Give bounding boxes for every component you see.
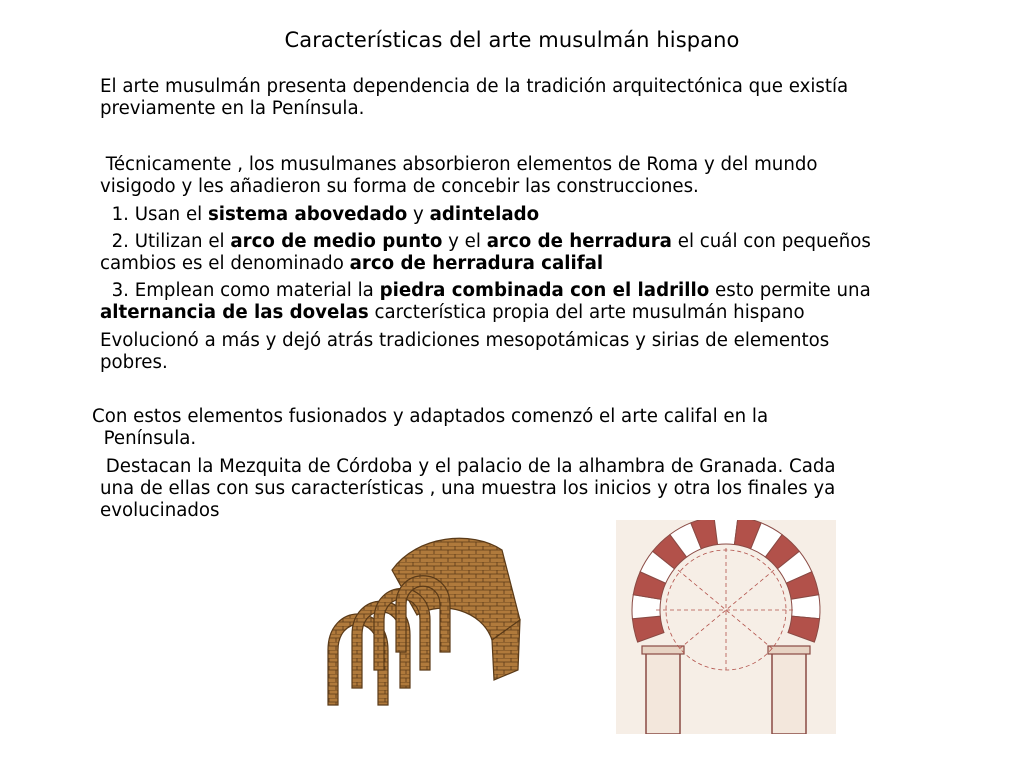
highlight-term: adintelado	[429, 204, 540, 225]
paragraph-line: Península.	[103, 428, 197, 449]
paragraph-line: Técnicamente , los musulmanes absorbieron elementos de Roma y del mundo	[105, 154, 818, 175]
text-run: esto permite una	[709, 280, 871, 301]
paragraph-monuments	[100, 456, 980, 522]
text-run: y el	[442, 231, 487, 252]
barrel-vault-illustration	[322, 530, 532, 710]
text-run: el cuál con pequeños	[671, 231, 871, 252]
slide-title: Características del arte musulmán hispano	[284, 28, 740, 52]
highlight-term: arco de herradura	[486, 231, 672, 252]
highlight-term: arco de herradura califal	[349, 253, 604, 274]
highlight-term: arco de medio punto	[230, 231, 443, 252]
text-run: y	[407, 204, 430, 225]
paragraph-techniques	[100, 154, 980, 198]
list-item-1	[100, 204, 980, 226]
text-run: 3. Emplean como material la	[111, 280, 380, 301]
paragraph-line: El arte musulmán presenta dependencia de la tradición arquitectónica que existía	[100, 76, 849, 97]
text-run: cambios es el denominado	[100, 253, 350, 274]
list-item-3	[100, 280, 980, 324]
paragraph-line: evolucinados	[100, 500, 220, 521]
paragraph-line: visigodo y les añadieron su forma de concebir las construcciones.	[100, 176, 699, 197]
paragraph-califal	[92, 406, 972, 450]
highlight-term: piedra combinada con el ladrillo	[379, 280, 710, 301]
paragraph-line: pobres.	[100, 352, 168, 373]
paragraph-line: Destacan la Mezquita de Córdoba y el palacio de la alhambra de Granada. Cada	[105, 456, 836, 477]
paragraph-line: Evolucionó a más y dejó atrás tradiciones mesopotámicas y sirias de elementos	[100, 330, 830, 351]
paragraph-evolution	[100, 330, 980, 374]
text-run: 1. Usan el	[111, 204, 208, 225]
list-item-2	[100, 231, 980, 275]
highlight-term: alternancia de las dovelas	[100, 302, 369, 323]
highlight-term: sistema abovedado	[207, 204, 408, 225]
paragraph-dependence	[100, 76, 980, 120]
horseshoe-arch-illustration	[616, 520, 836, 734]
paragraph-line: previamente en la Península.	[100, 98, 365, 119]
paragraph-line: una de ellas con sus características , una muestra los inicios y otra los finales ya	[100, 478, 836, 499]
paragraph-line: Con estos elementos fusionados y adaptados comenzó el arte califal en la	[92, 406, 769, 427]
text-run: carcterística propia del arte musulmán hispano	[368, 302, 805, 323]
text-run: 2. Utilizan el	[111, 231, 231, 252]
voussoir	[791, 595, 820, 619]
